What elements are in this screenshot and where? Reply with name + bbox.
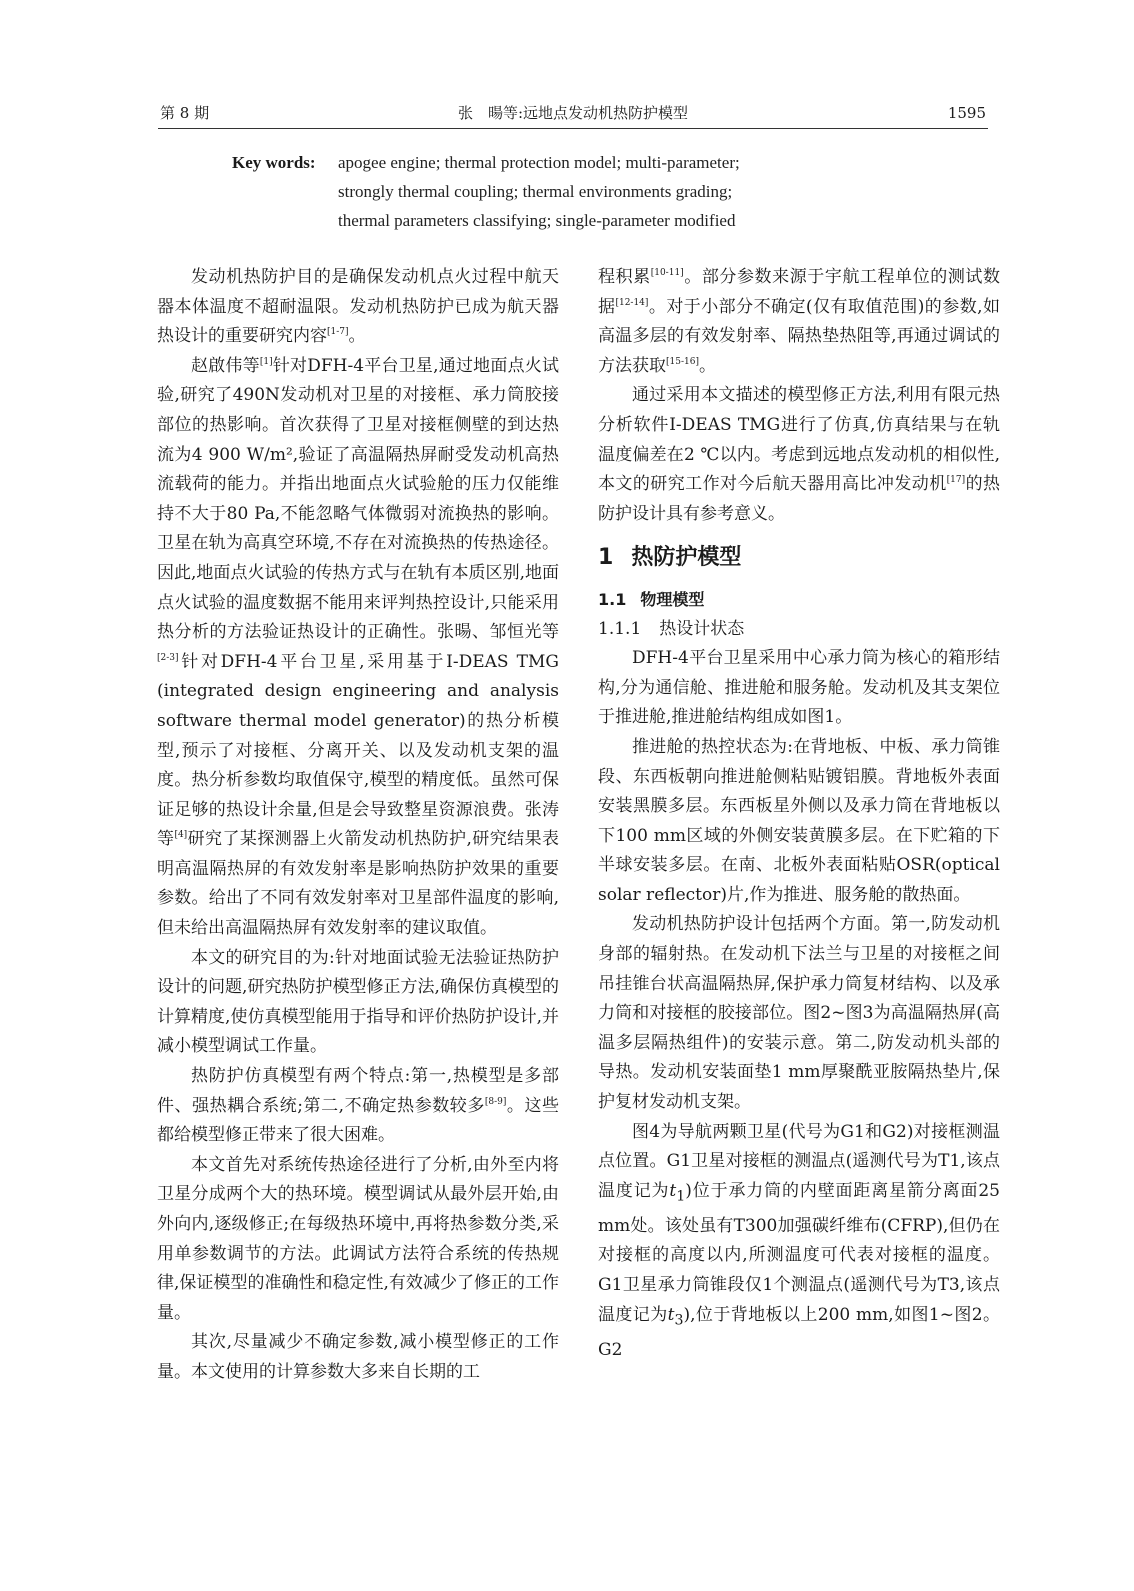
paragraph [157, 944, 559, 1062]
citation-ref: [1-7] [327, 327, 349, 338]
text-run: 赵啟伟等 [191, 355, 260, 376]
citation-ref: [12-14] [615, 297, 649, 308]
keywords-line: thermal parameters classifying; single-parameter modified [338, 211, 736, 230]
keywords-label: Key words: [232, 153, 316, 172]
text-run: 。 [698, 355, 716, 376]
italic-symbol: t [667, 1304, 675, 1325]
text-run: 。 [348, 326, 366, 347]
paragraph [598, 733, 1000, 911]
citation-ref: [15-16] [666, 356, 699, 367]
right-column [598, 263, 1000, 1365]
text-run: 针对DFH-4平台卫星,通过地面点火试验,研究了490N发动机对卫星的对接框、承力筒胶接部位的热影响。首次获得了卫星对接框侧壁的到达热流为4 900 W/m²,验证了高温隔热屏耐受发动机高热流载荷的能力。并指出地面点火试验舱的压力仅能维持不大于80 Pa,不能忽略气体微弱对流换热的影响。卫星在轨为高真空环境,不存在对流换热的传热途径。因此,地面点火试验的传热方式与在轨有本质区别,地面点火试验的温度数据不能用来评判热控设计,只能采用热分析的方法验证热设计的正确性。张暘、邹恒光等 [157, 355, 560, 643]
left-column [157, 263, 559, 1388]
text-run: 。对于小部分不确定(仅有取值范围)的参数,如高温多层的有效发射率、隔热垫热阻等,再通过调试的方法获取 [598, 296, 1000, 376]
citation-ref: [1] [259, 356, 273, 367]
subscript: 1 [676, 1188, 686, 1205]
section-title: 热防护模型 [631, 545, 742, 571]
subsection-number: 1.1 [598, 589, 627, 609]
text-run: 本文首先对系统传热途径进行了分析,由外至内将卫星分成两个大的热环境。模型调试从最外层开始,由外向内,逐级修正;在每级热环境中,再将热参数分类,采用单参数调节的方法。此调试方法符合系统的传热规律,保证模型的准确性和稳定性,有效减少了修正的工作量。 [157, 1154, 559, 1323]
subsubsection-heading [598, 615, 1000, 645]
paragraph [157, 1328, 559, 1387]
paragraph [598, 263, 1000, 381]
section-number: 1 [598, 545, 614, 571]
text-run: 本文的研究目的为:针对地面试验无法验证热防护设计的问题,研究热防护模型修正方法,确保仿真模型的计算精度,使仿真模型能用于指导和评价热防护设计,并减小模型调试工作量。 [157, 947, 559, 1057]
text-run: 热防护仿真模型有两个特点:第一,热模型是多部件、强热耦合系统;第二,不确定热参数较多 [157, 1066, 559, 1116]
paragraph [598, 381, 1000, 529]
text-run: DFH-4平台卫星采用中心承力筒为核心的箱形结构,分为通信舱、推进舱和服务舱。发动机及其支架位于推进舱,推进舱结构组成如图1。 [598, 648, 1000, 728]
paragraph [157, 352, 559, 944]
running-title: 张 暘等:远地点发动机热防护模型 [457, 104, 689, 122]
text-run: )位于承力筒的内壁面距离星箭分离面25 mm处。该处虽有T300加强碳纤维布(CFRP),但仍在对接框的高度以内,所测温度可代表对接框的温度。G1卫星承力筒锥段仅1个测温点(遥测代号为T3,该点温度记为 [598, 1180, 1000, 1325]
citation-ref: [10-11] [650, 268, 684, 278]
paragraph [157, 263, 559, 352]
section-heading [598, 543, 1000, 573]
text-run: 针对DFH-4平台卫星,采用基于I-DEAS TMG (integrated design engineering and analysis software thermal model generator)的热分析模型,预示了对接框、分离开关、以及发动机支架的温度。热分析参数均取值保守,模型的精度低。虽然可保证足够的热设计余量,但是会导致整星资源浪费。张涛等 [157, 651, 559, 850]
paragraph [598, 644, 1000, 733]
keywords-line: apogee engine; thermal protection model; multi-parameter; [338, 153, 740, 172]
subscript: 3 [674, 1311, 684, 1328]
text-run: 通过采用本文描述的模型修正方法,利用有限元热分析软件I-DEAS TMG进行了仿真,仿真结果与在轨温度偏差在2 ℃以内。考虑到远地点发动机的相似性,本文的研究工作对今后航天器用高比冲发动机 [598, 385, 1000, 495]
text-run: 图4为导航两颗卫星(代号为G1和G2)对接框测温点位置。G1卫星对接框的测温点(遥测代号为T1,该点温度记为 [598, 1121, 1000, 1201]
citation-ref: [17] [946, 475, 966, 486]
subsection-title: 物理模型 [640, 589, 705, 609]
paragraph [598, 910, 1000, 1117]
text-run: 其次,尽量减少不确定参数,减小模型修正的工作量。本文使用的计算参数大多来自长期的工 [157, 1332, 559, 1382]
keywords-line: strongly thermal coupling; thermal environments grading; [338, 182, 733, 201]
text-run: ),位于背地板以上200 mm,如图1~图2。G2 [598, 1304, 1000, 1360]
paragraph [157, 1062, 559, 1151]
subsubsection-number: 1.1.1 [598, 618, 642, 639]
citation-ref: [4] [174, 830, 188, 841]
issue-number: 第 8 期 [160, 104, 210, 122]
text-run: 研究了某探测器上火箭发动机热防护,研究结果表明高温隔热屏的有效发射率是影响热防护效果的重要参数。给出了不同有效发射率对卫星部件温度的影响,但未给出高温隔热屏有效发射率的建议取值。 [157, 829, 560, 939]
text-run: 推进舱的热控状态为:在背地板、中板、承力筒锥段、东西板朝向推进舱侧粘贴镀铝膜。背地板外表面安装黑膜多层。东西板星外侧以及承力筒在背地板以下100 mm区域的外侧安装黄膜多层。在下贮箱的下半球安装多层。在南、北板外表面粘贴OSR(optical solar reflector)片,作为推进、服务舱的散热面。 [598, 736, 1000, 905]
page-number: 1595 [947, 104, 986, 122]
text-run: 的热防护设计具有参考意义。 [598, 474, 1001, 524]
text-run: 发动机热防护设计包括两个方面。第一,防发动机身部的辐射热。在发动机下法兰与卫星的对接框之间吊挂锥台状高温隔热屏,保护承力筒复材结构、以及承力筒和对接框的胶接部位。图2~图3为高温隔热屏(高温多层隔热组件)的安装示意。第二,防发动机头部的导热。发动机安装面垫1 mm厚聚酰亚胺隔热垫片,保护复材发动机支架。 [598, 914, 1000, 1113]
paragraph [157, 1151, 559, 1329]
running-header [158, 100, 988, 129]
subsubsection-title: 热设计状态 [659, 618, 745, 639]
citation-ref: [8-9] [484, 1096, 507, 1107]
text-run: 。这些都给模型修正带来了很大困难。 [157, 1095, 560, 1146]
citation-ref: [2-3] [157, 652, 179, 663]
subsection-heading [598, 585, 1000, 615]
text-run: 发动机热防护目的是确保发动机点火过程中航天器本体温度不超耐温限。发动机热防护已成为航天器热设计的重要研究内容 [157, 267, 559, 347]
paragraph [598, 1118, 1000, 1366]
text-run: 。部分参数来源于宇航工程单位的测试数据 [598, 267, 1000, 317]
italic-symbol: t [669, 1180, 677, 1201]
text-run: 程积累 [598, 267, 651, 287]
